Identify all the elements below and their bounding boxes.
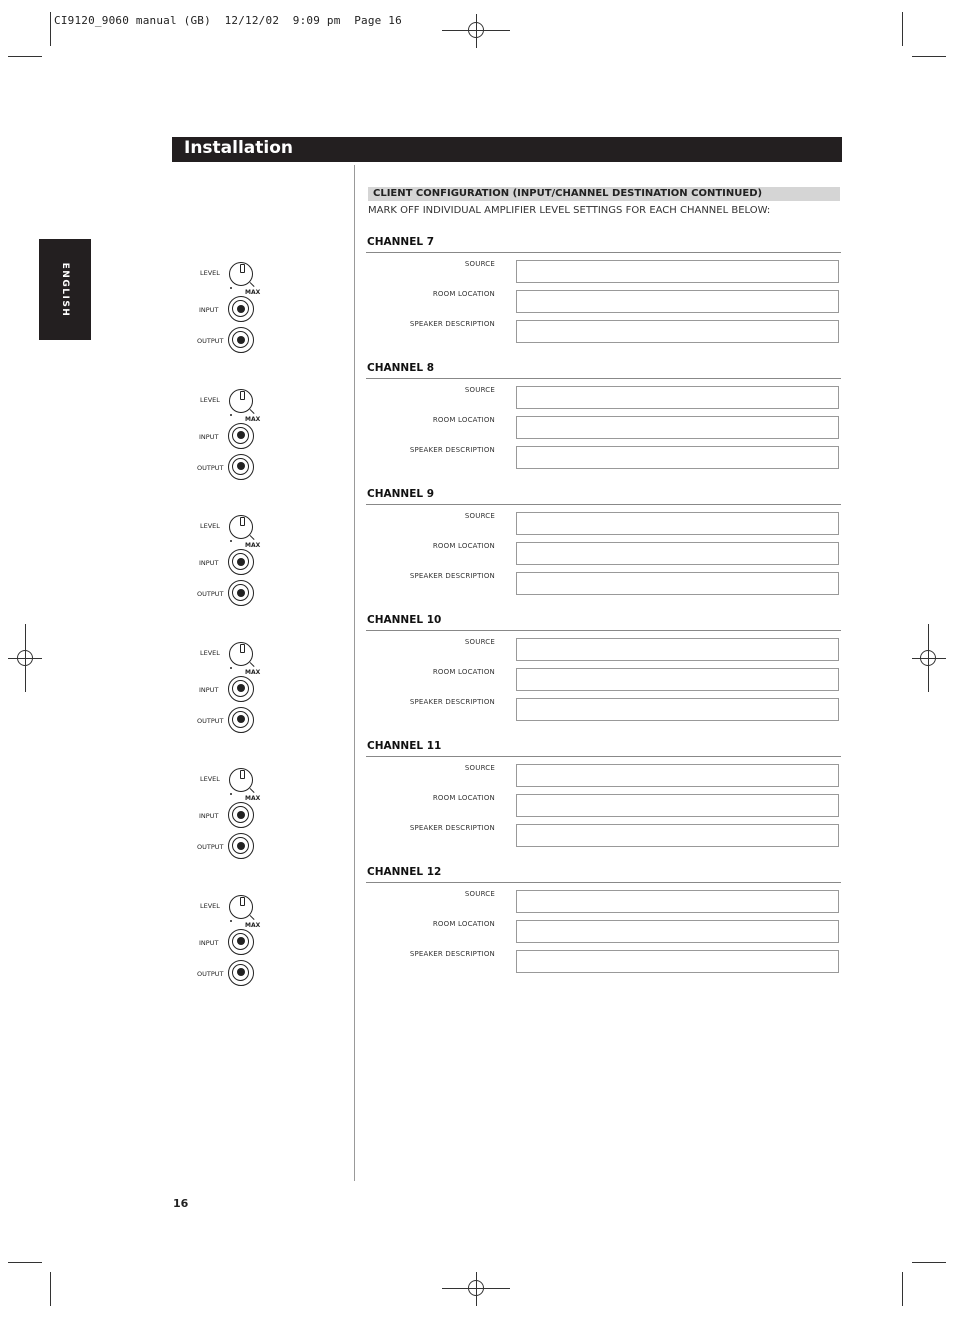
channel-rule (366, 756, 841, 757)
room-location-label: ROOM LOCATION (432, 542, 495, 550)
room-location-label: ROOM LOCATION (432, 416, 495, 424)
level-label: LEVEL (200, 395, 220, 404)
channel-rule (366, 630, 841, 631)
room-location-label: ROOM LOCATION (432, 794, 495, 802)
output-jack-icon (228, 327, 254, 353)
max-tick-icon (249, 282, 254, 287)
source-field[interactable] (516, 638, 839, 661)
channel-title: CHANNEL 8 (367, 362, 435, 374)
channel-title: CHANNEL 9 (367, 488, 435, 500)
min-dot-icon (230, 920, 232, 922)
input-jack-icon (228, 676, 254, 702)
output-label: OUTPUT (197, 716, 224, 725)
source-field[interactable] (516, 260, 839, 283)
room-location-field[interactable] (516, 416, 839, 439)
channel-section (366, 740, 841, 866)
channel-rule (366, 252, 841, 253)
input-jack-icon (228, 296, 254, 322)
speaker-description-label: SPEAKER DESCRIPTION (409, 950, 495, 958)
section-instruction: MARK OFF INDIVIDUAL AMPLIFIER LEVEL SETTINGS FOR EACH CHANNEL BELOW: (368, 205, 771, 216)
max-tick-icon (249, 409, 254, 414)
max-label: MAX (245, 795, 261, 802)
output-label: OUTPUT (197, 843, 224, 851)
speaker-description-field[interactable] (516, 320, 839, 343)
channel-rule (366, 504, 841, 505)
channel-section (366, 362, 841, 488)
room-location-label: ROOM LOCATION (432, 290, 495, 298)
channel-section (366, 488, 841, 614)
section-heading: CLIENT CONFIGURATION (INPUT/CHANNEL DESTINATION CONTINUED) (368, 187, 840, 201)
source-label: SOURCE (464, 890, 495, 898)
output-jack-icon (228, 833, 254, 859)
output-label: OUTPUT (197, 969, 224, 978)
channel-section (366, 236, 841, 362)
source-field[interactable] (516, 890, 839, 913)
level-label: LEVEL (200, 522, 220, 530)
min-dot-icon (230, 414, 232, 416)
page-title: Installation (184, 138, 294, 158)
speaker-description-label: SPEAKER DESCRIPTION (409, 824, 495, 832)
room-location-label: ROOM LOCATION (432, 920, 495, 928)
input-label: INPUT (199, 559, 219, 567)
speaker-description-label: SPEAKER DESCRIPTION (409, 572, 495, 580)
speaker-description-field[interactable] (516, 446, 839, 469)
speaker-description-field[interactable] (516, 824, 839, 847)
max-label: MAX (245, 668, 261, 676)
max-label: MAX (245, 415, 261, 423)
channel-title: CHANNEL 11 (367, 740, 442, 752)
amplifier-controls (195, 639, 265, 731)
room-location-field[interactable] (516, 668, 839, 691)
print-header: CI9120_9060 manual (GB) 12/12/02 9:09 pm Page 16 (54, 14, 402, 27)
output-label: OUTPUT (197, 463, 224, 472)
channel-title: CHANNEL 10 (367, 614, 442, 626)
level-label: LEVEL (200, 775, 220, 783)
title-bar (172, 137, 842, 162)
source-field[interactable] (516, 512, 839, 535)
speaker-description-field[interactable] (516, 572, 839, 595)
source-field[interactable] (516, 764, 839, 787)
input-label: INPUT (199, 938, 219, 947)
room-location-field[interactable] (516, 542, 839, 565)
max-label: MAX (245, 921, 261, 929)
column-divider (354, 165, 355, 1181)
room-location-field[interactable] (516, 920, 839, 943)
channel-title: CHANNEL 7 (367, 236, 435, 248)
language-tab-label: ENGLISH (60, 262, 70, 317)
max-tick-icon (249, 535, 254, 540)
amplifier-controls (195, 512, 265, 604)
min-dot-icon (230, 667, 232, 669)
amplifier-controls (195, 892, 265, 984)
input-jack-icon (228, 423, 254, 449)
language-tab (39, 239, 91, 340)
min-dot-icon (230, 540, 232, 542)
output-label: OUTPUT (197, 337, 224, 345)
speaker-description-field[interactable] (516, 698, 839, 721)
channel-title: CHANNEL 12 (367, 866, 442, 878)
source-label: SOURCE (464, 638, 495, 646)
input-jack-icon (228, 549, 254, 575)
speaker-description-label: SPEAKER DESCRIPTION (409, 698, 495, 706)
room-location-field[interactable] (516, 794, 839, 817)
max-label: MAX (245, 542, 261, 549)
amplifier-controls (195, 765, 265, 857)
channel-section (366, 614, 841, 740)
output-jack-icon (228, 707, 254, 733)
input-jack-icon (228, 929, 254, 955)
level-label: LEVEL (200, 269, 220, 277)
output-jack-icon (228, 454, 254, 480)
output-jack-icon (228, 960, 254, 986)
channel-section (366, 866, 841, 992)
max-tick-icon (249, 662, 254, 667)
min-dot-icon (230, 287, 232, 289)
max-label: MAX (245, 289, 261, 296)
source-label: SOURCE (464, 764, 495, 772)
source-field[interactable] (516, 386, 839, 409)
input-label: INPUT (199, 685, 219, 694)
level-label: LEVEL (200, 901, 220, 910)
source-label: SOURCE (464, 512, 495, 520)
speaker-description-field[interactable] (516, 950, 839, 973)
room-location-label: ROOM LOCATION (432, 668, 495, 676)
room-location-field[interactable] (516, 290, 839, 313)
max-tick-icon (249, 788, 254, 793)
level-label: LEVEL (200, 648, 220, 657)
input-label: INPUT (199, 306, 219, 314)
amplifier-controls (195, 259, 265, 351)
output-jack-icon (228, 580, 254, 606)
output-label: OUTPUT (197, 590, 224, 598)
min-dot-icon (230, 793, 232, 795)
max-tick-icon (249, 915, 254, 920)
channel-rule (366, 882, 841, 883)
channel-rule (366, 378, 841, 379)
input-label: INPUT (199, 432, 219, 441)
input-label: INPUT (199, 812, 219, 820)
input-jack-icon (228, 802, 254, 828)
speaker-description-label: SPEAKER DESCRIPTION (409, 446, 495, 454)
source-label: SOURCE (464, 260, 495, 268)
speaker-description-label: SPEAKER DESCRIPTION (409, 320, 495, 328)
amplifier-controls (195, 386, 265, 478)
page-number: 16 (173, 1197, 189, 1210)
source-label: SOURCE (464, 386, 495, 394)
